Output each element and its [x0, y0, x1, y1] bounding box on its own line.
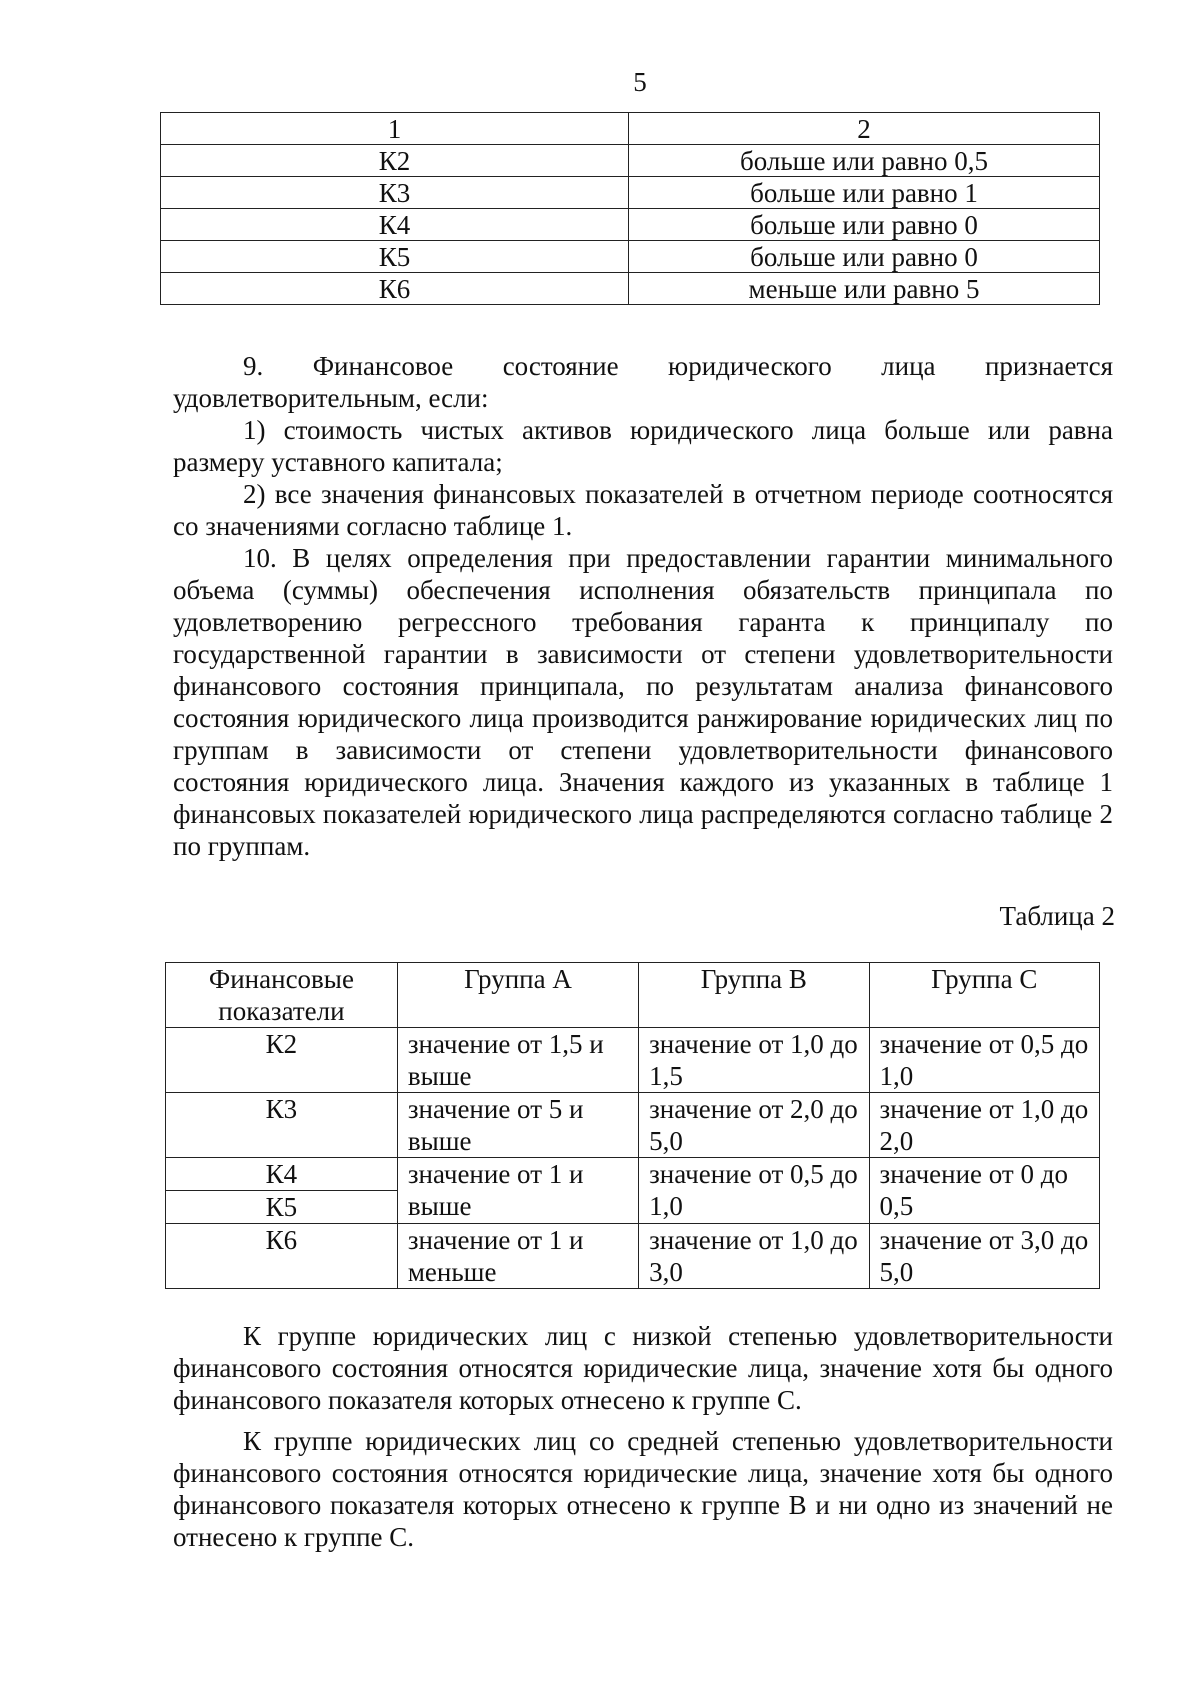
- table-row: [166, 1028, 1100, 1093]
- indicator-cell: К4: [166, 1158, 398, 1191]
- table-2-caption: Таблица 2: [999, 901, 1115, 931]
- table-header-row: [161, 113, 1100, 145]
- group-a-cell: значение от 5 и выше: [397, 1093, 638, 1158]
- indicator-cell: К5: [161, 241, 629, 273]
- group-c-cell: значение от 0 до 0,5: [869, 1158, 1099, 1224]
- threshold-cell: больше или равно 0,5: [629, 145, 1100, 177]
- table-row: [161, 209, 1100, 241]
- paragraph-10: 10. В целях определения при предоставлении гарантии минимального объема (суммы) обеспечения исполнения обязательств принципала по удовлетворению регрессного требования гаранта к принципалу по государственной гарантии в зависимости от степени удовлетворительности финансового состояния принципала, по результатам анализа финансового состояния юридического лица производится ранжирование юридических лиц по группам в зависимости от степени удовлетворительности финансового состояния юридического лица. Значения каждого из указанных в таблице 1 финансовых показателей юридического лица распределяются согласно таблице 2 по группам.: [173, 543, 1113, 861]
- group-ranking-table: [165, 962, 1100, 1289]
- indicator-cell: К2: [166, 1028, 398, 1093]
- indicator-cell: К6: [161, 273, 629, 305]
- table-row: [161, 273, 1100, 305]
- indicator-cell: К2: [161, 145, 629, 177]
- group-c-header: Группа С: [869, 963, 1099, 1028]
- table-header-cell: 1: [161, 113, 629, 145]
- group-a-header: Группа А: [397, 963, 638, 1028]
- threshold-cell: меньше или равно 5: [629, 273, 1100, 305]
- indicator-header: Финансовые показатели: [166, 963, 398, 1028]
- group-c-cell: значение от 3,0 до 5,0: [869, 1224, 1099, 1289]
- page-number: 5: [633, 67, 647, 97]
- group-b-cell: значение от 1,0 до 3,0: [639, 1224, 869, 1289]
- table-row: [166, 1158, 1100, 1191]
- indicator-cell: К5: [166, 1191, 398, 1224]
- group-c-cell: значение от 1,0 до 2,0: [869, 1093, 1099, 1158]
- table-row: [166, 1224, 1100, 1289]
- paragraph-mid-group: К группе юридических лиц со средней степенью удовлетворительности финансового состояния относятся юридические лица, значение хотя бы одного финансового показателя которых отнесено к группе В и ни одно из значений не отнесено к группе С.: [173, 1426, 1113, 1552]
- paragraph-low-group: К группе юридических лиц с низкой степенью удовлетворительности финансового состояния относятся юридические лица, значение хотя бы одного финансового показателя которых отнесено к группе С.: [173, 1321, 1113, 1415]
- group-b-cell: значение от 1,0 до 1,5: [639, 1028, 869, 1093]
- group-c-cell: значение от 0,5 до 1,0: [869, 1028, 1099, 1093]
- paragraph-9-item-1: 1) стоимость чистых активов юридического лица больше или равна размеру уставного капитала;: [173, 415, 1113, 477]
- table-row: [161, 241, 1100, 273]
- group-a-cell: значение от 1 и меньше: [397, 1224, 638, 1289]
- group-b-cell: значение от 2,0 до 5,0: [639, 1093, 869, 1158]
- paragraph-9-intro-line1: 9. Финансовое состояние юридического лица признается: [243, 351, 1113, 381]
- indicator-thresholds-table: [160, 112, 1100, 305]
- indicator-cell: К3: [166, 1093, 398, 1158]
- group-b-cell: значение от 0,5 до 1,0: [639, 1158, 869, 1224]
- indicator-cell: К3: [161, 177, 629, 209]
- table-header-row: [166, 963, 1100, 1028]
- group-a-cell: значение от 1 и выше: [397, 1158, 638, 1224]
- indicator-cell: К6: [166, 1224, 398, 1289]
- table-row: [161, 145, 1100, 177]
- threshold-cell: больше или равно 0: [629, 241, 1100, 273]
- table-header-cell: 2: [629, 113, 1100, 145]
- group-b-header: Группа В: [639, 963, 869, 1028]
- paragraph-9-item-2: 2) все значения финансовых показателей в отчетном периоде соотносятся со значениями согласно таблице 1.: [173, 479, 1113, 541]
- indicator-cell: К4: [161, 209, 629, 241]
- threshold-cell: больше или равно 1: [629, 177, 1100, 209]
- group-a-cell: значение от 1,5 и выше: [397, 1028, 638, 1093]
- table-row: [161, 177, 1100, 209]
- threshold-cell: больше или равно 0: [629, 209, 1100, 241]
- table-row: [166, 1093, 1100, 1158]
- paragraph-9-intro-line2: удовлетворительным, если:: [173, 383, 489, 413]
